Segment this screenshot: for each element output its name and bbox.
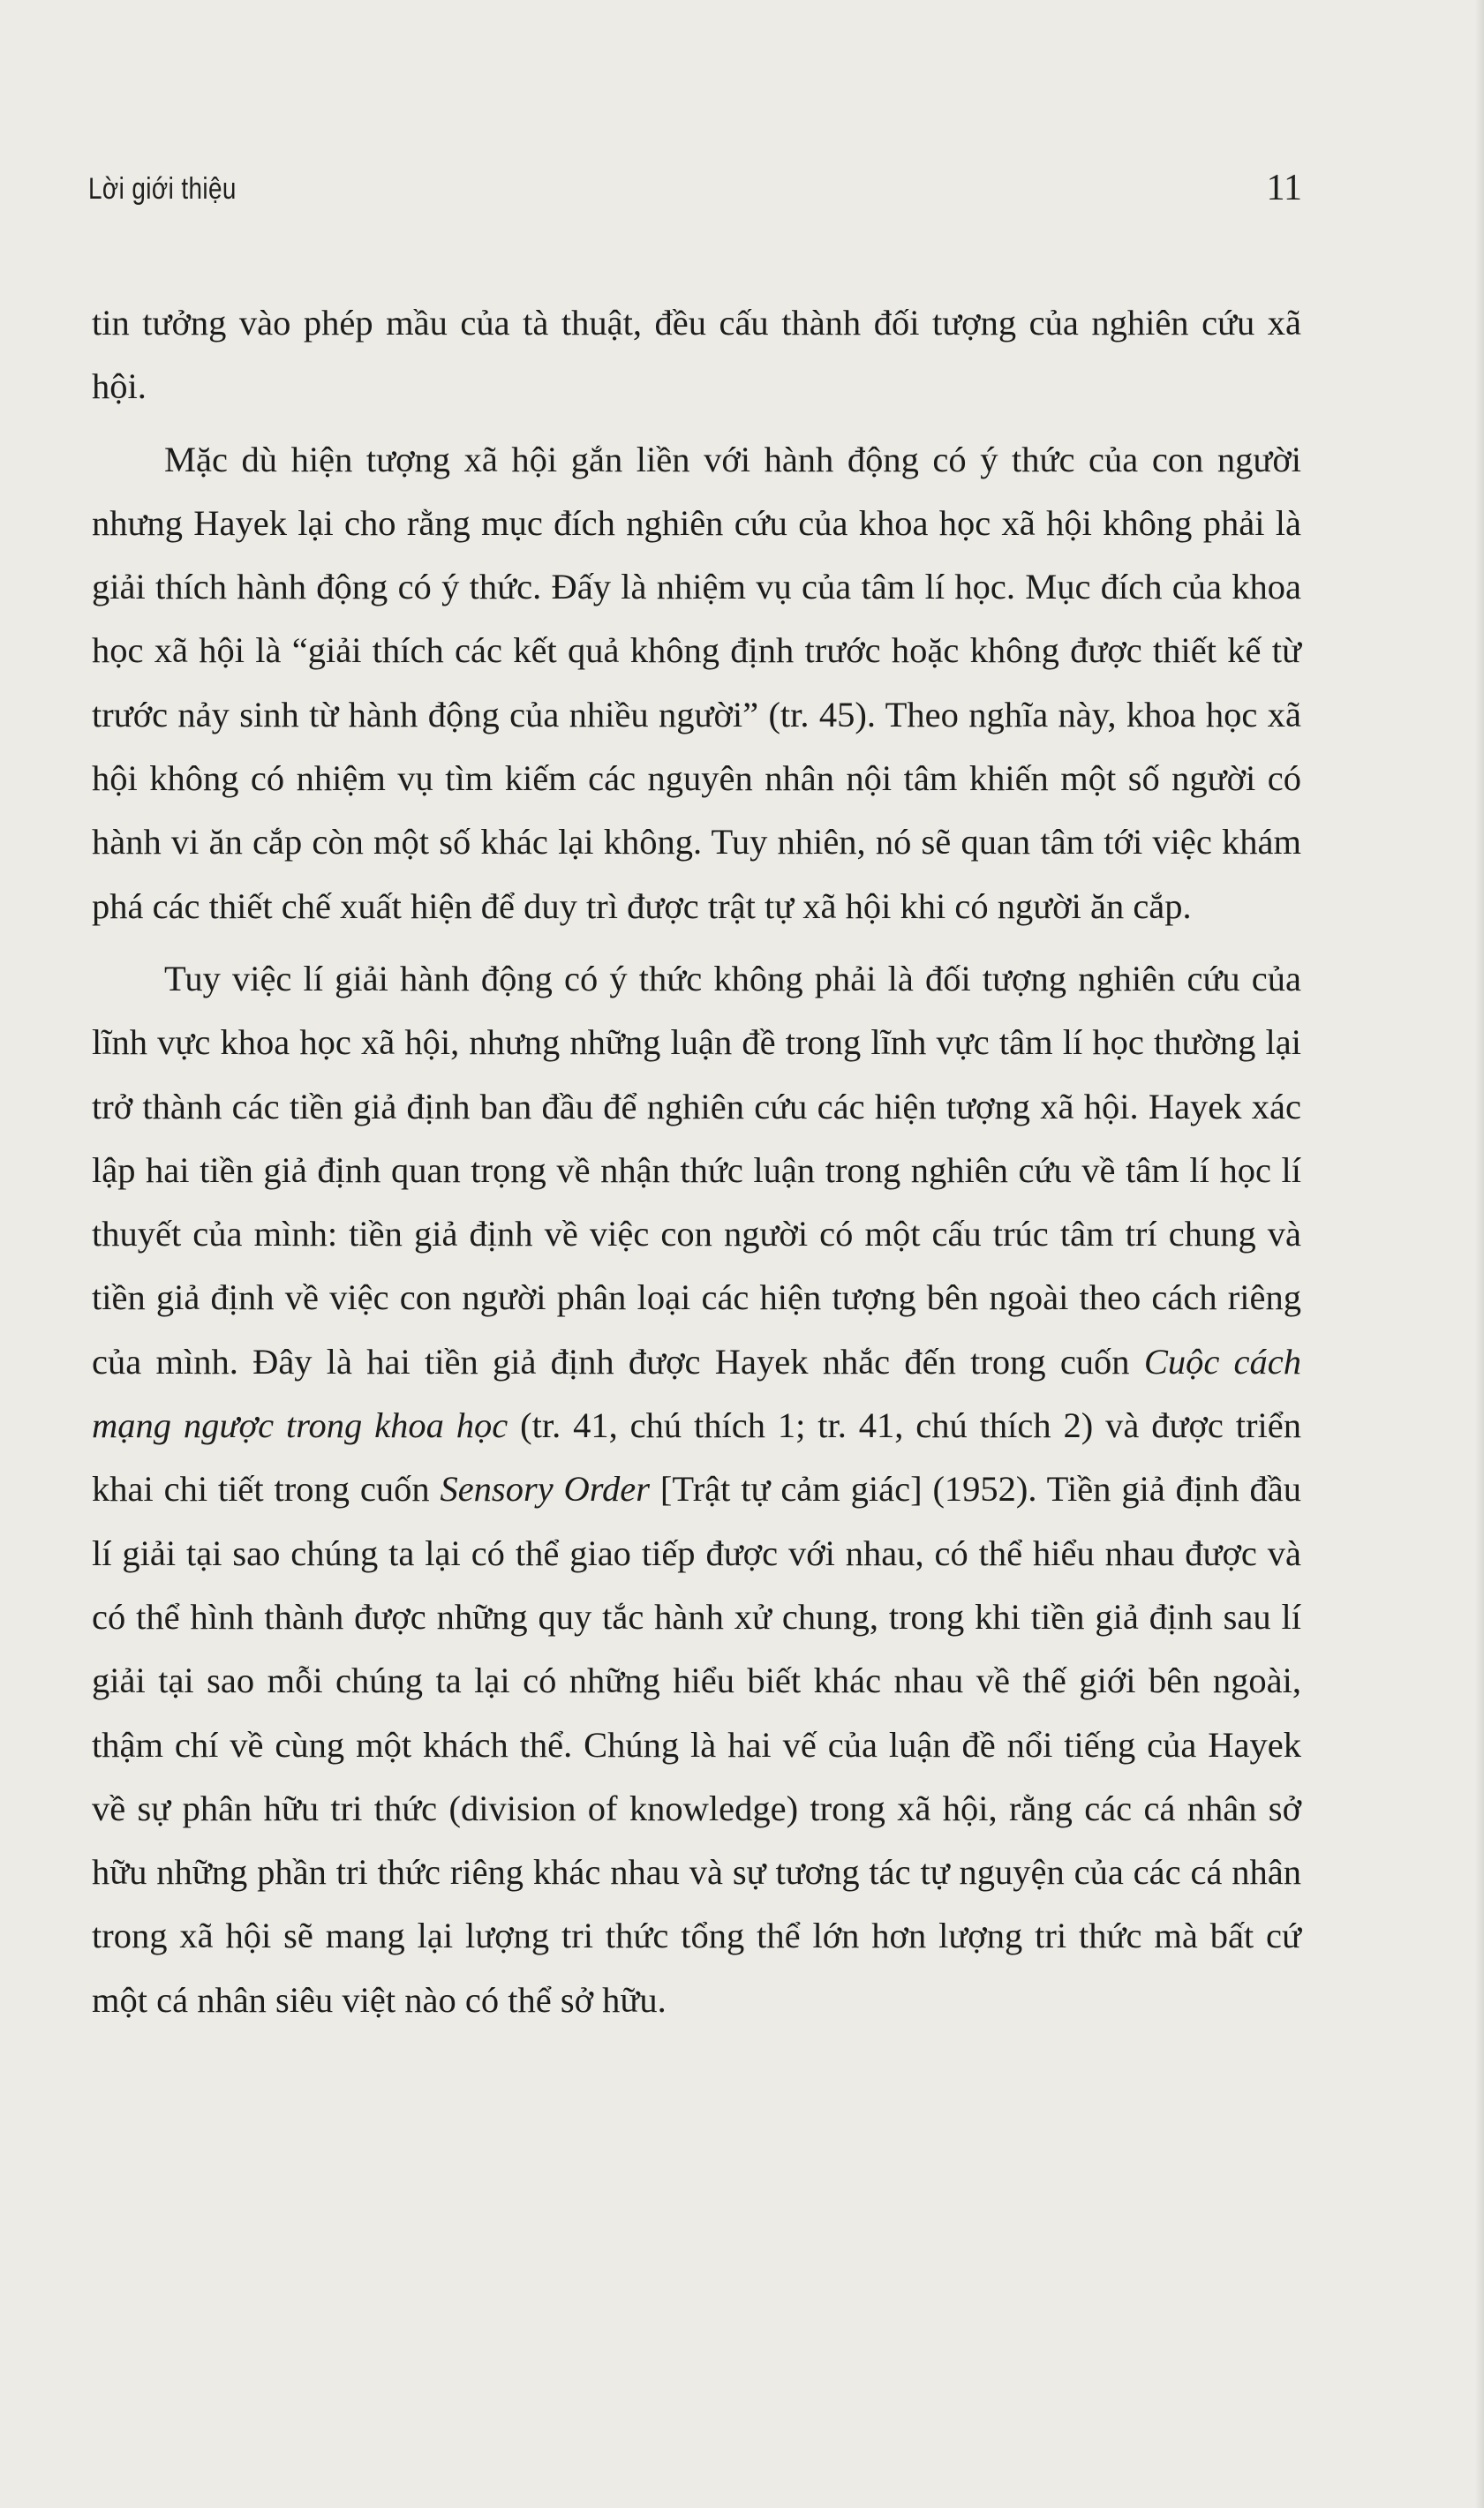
- paragraph-2: [92, 428, 1301, 938]
- chapter-title: Lời giới thiệu: [88, 172, 237, 206]
- page-number: 11: [1266, 168, 1302, 208]
- text-segment: Mặc dù hiện tượng xã hội gắn liền với hành động có ý thức của con người nhưng Hayek lại cho rằng mục đích nghiên cứu của khoa học xã hội không phải là giải thích hành động có ý thức. Đấy là nhiệm vụ của tâm lí học. Mục đích của khoa học xã hội là “giải thích các kết quả không định trước hoặc không được thiết kế từ trước nảy sinh từ hành động của nhiều người” (tr. 45). Theo nghĩa này, khoa học xã hội không có nhiệm vụ tìm kiếm các nguyên nhân nội tâm khiến một số người có hành vi ăn cắp còn một số khác lại không. Tuy nhiên, nó sẽ quan tâm tới việc khám phá các thiết chế xuất hiện để duy trì được trật tự xã hội khi có người ăn cắp.: [92, 439, 1301, 926]
- body-text: [92, 291, 1301, 2041]
- page-edge-shadow: [1475, 0, 1484, 2508]
- book-title-italic: Sensory Order: [440, 1469, 651, 1510]
- paragraph-1: [92, 291, 1301, 419]
- book-title-italic: Cuộc cách mạng ngược trong khoa học: [92, 1341, 1301, 1446]
- text-segment: Tuy việc lí giải hành động có ý thức không phải là đối tượng nghiên cứu của lĩnh vực khoa học xã hội, nhưng những luận đề trong lĩnh vực tâm lí học thường lại trở thành các tiền giả định ban đầu để nghiên cứu các hiện tượng xã hội. Hayek xác lập hai tiền giả định quan trọng về nhận thức luận trong nghiên cứu về tâm lí học lí thuyết của mình: tiền giả định về việc con người có một cấu trúc tâm trí chung và tiền giả định về việc con người phân loại các hiện tượng bên ngoài theo cách riêng của mình. Đây là hai tiền giả định được Hayek nhắc đến trong cuốn: [92, 958, 1301, 1382]
- running-header: [88, 168, 1302, 225]
- paragraph-3: [92, 947, 1301, 2032]
- text-segment: tin tưởng vào phép mầu của tà thuật, đều cấu thành đối tượng của nghiên cứu xã hội.: [92, 303, 1301, 407]
- text-segment: (tr. 41, chú thích 1; tr. 41, chú thích 2) và được triển khai chi tiết trong cuốn: [92, 1405, 1302, 1510]
- text-segment: [Trật tự cảm giác] (1952). Tiền giả định đầu lí giải tại sao chúng ta lại có thể giao tiếp được với nhau, có thể hiểu nhau được và có thể hình thành được những quy tắc hành xử chung, trong khi tiền giả định sau lí giải tại sao mỗi chúng ta lại có những hiểu biết khác nhau về thế giới bên ngoài, thậm chí về cùng một khách thể. Chúng là hai vế của luận đề nổi tiếng của Hayek về sự phân hữu tri thức (division of knowledge) trong xã hội, rằng các cá nhân sở hữu những phần tri thức riêng khác nhau và sự tương tác tự nguyện của các cá nhân trong xã hội sẽ mang lại lượng tri thức tổng thể lớn hơn lượng tri thức mà bất cứ một cá nhân siêu việt nào có thể sở hữu.: [92, 1469, 1301, 2020]
